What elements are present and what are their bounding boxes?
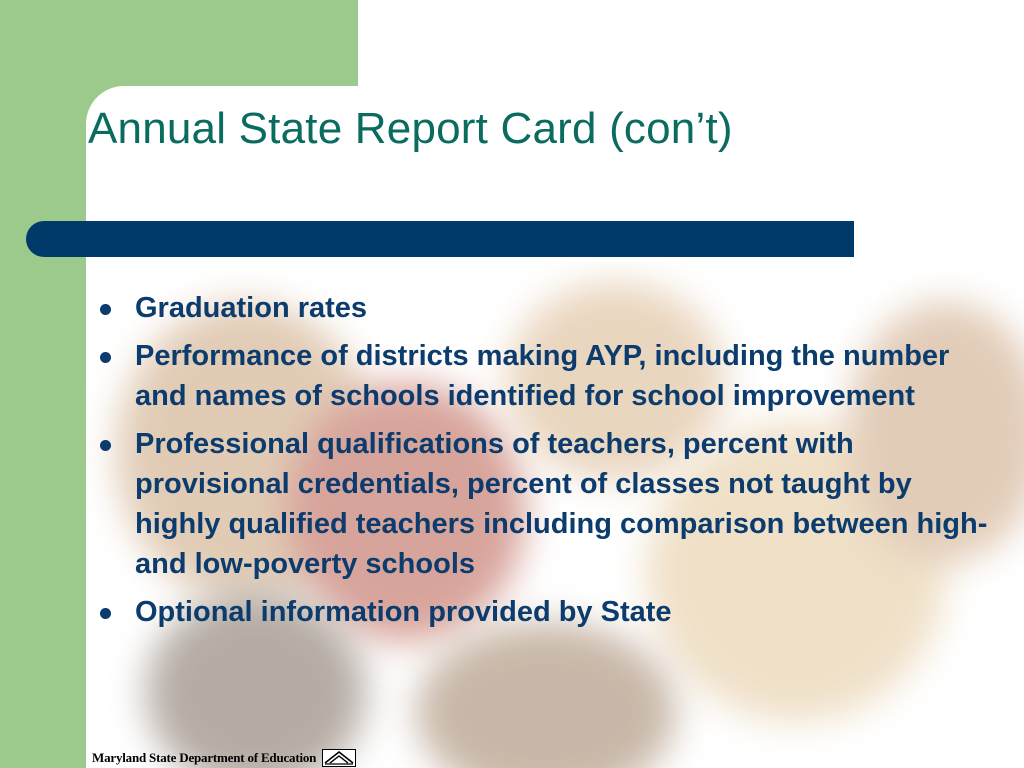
bullet-dot-icon <box>100 440 111 451</box>
footer <box>92 748 356 768</box>
bullet-text: Optional information provided by State <box>135 596 672 628</box>
bullet-dot-icon <box>100 304 111 315</box>
bullet-item <box>100 288 1000 328</box>
title-rule-bar <box>26 221 854 257</box>
bullet-item <box>100 424 1000 584</box>
bullet-text: Performance of districts making AYP, including the number and names of schools identified for school improvement <box>135 340 950 412</box>
slide-title: Annual State Report Card (con’t) <box>88 104 733 153</box>
bullet-list <box>100 288 1000 640</box>
footer-org-name: Maryland State Department of Education <box>92 750 317 765</box>
bullet-item <box>100 592 1000 632</box>
bullet-item <box>100 336 1000 416</box>
bullet-text: Professional qualifications of teachers, percent with provisional credentials, percent of classes not taught by highly qualified teachers including comparison between high- and low-poverty schools <box>135 428 988 580</box>
bullet-dot-icon <box>100 352 111 363</box>
bullet-dot-icon <box>100 608 111 619</box>
bullet-text: Graduation rates <box>135 292 368 324</box>
msde-logo-icon <box>322 749 356 767</box>
